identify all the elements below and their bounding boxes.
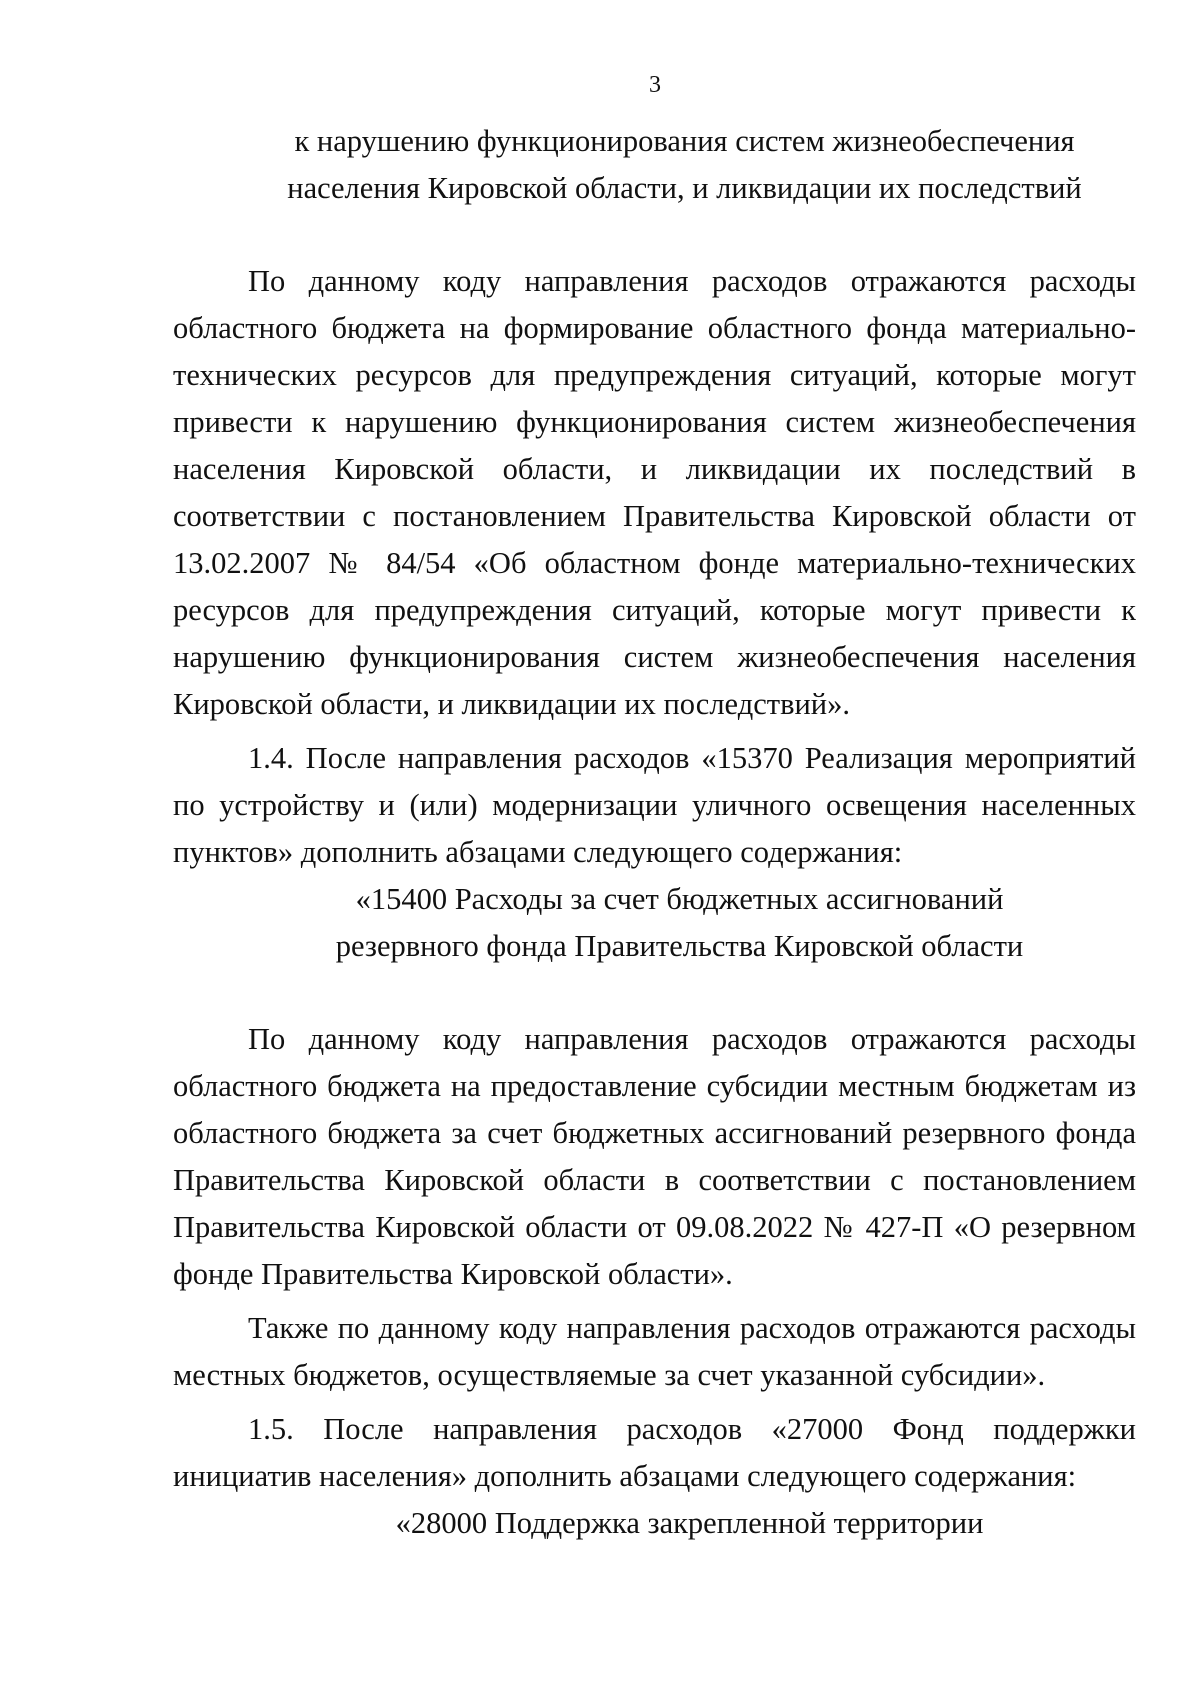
section-heading-line: «15400 Расходы за счет бюджетных ассигнований xyxy=(355,882,1004,916)
document-body xyxy=(173,118,1136,1547)
spacer xyxy=(173,1399,1136,1406)
section-heading-line: резервного фонда Правительства Кировской области xyxy=(335,929,1024,963)
paragraph: Также по данному коду направления расходов отражаются расходы местных бюджетов, осуществляемые за счет указанной субсидии». xyxy=(173,1311,1136,1392)
section-heading-line: «28000 Поддержка закрепленной территории xyxy=(395,1506,984,1540)
section-heading xyxy=(173,1500,1136,1547)
paragraph: По данному коду направления расходов отражаются расходы областного бюджета на предоставление субсидии местным бюджетам из областного бюджета за счет бюджетных ассигнований резервного фонда Правительства Кировской области в соответствии с постановлением Правительства Кировской области от 09.08.2022 № 427-П «О резервном фонде Правительства Кировской области». xyxy=(173,1022,1136,1291)
paragraph: 1.5. После направления расходов «27000 Фонд поддержки инициатив населения» дополнить абзацами следующего содержания: xyxy=(173,1412,1136,1493)
spacer xyxy=(173,728,1136,735)
paragraph: 1.4. После направления расходов «15370 Реализация мероприятий по устройству и (или) модернизации уличного освещения населенных пунктов» дополнить абзацами следующего содержания: xyxy=(173,741,1136,869)
section-heading-line: к нарушению функционирования систем жизнеобеспечения xyxy=(294,124,1075,158)
spacer xyxy=(173,212,1136,258)
spacer xyxy=(173,970,1136,1016)
paragraph: По данному коду направления расходов отражаются расходы областного бюджета на формирование областного фонда материально-технических ресурсов для предупреждения ситуаций, которые могут привести к нарушению функционирования систем жизнеобеспечения населения Кировской области, и ликвидации их последствий в соответствии с постановлением Правительства Кировской области от 13.02.2007 № 84/54 «Об областном фонде материально-технических ресурсов для предупреждения ситуаций, которые могут привести к нарушению функционирования систем жизнеобеспечения населения Кировской области, и ликвидации их последствий». xyxy=(173,264,1136,721)
section-heading xyxy=(173,876,1136,970)
page-number: 3 xyxy=(649,72,661,98)
section-heading xyxy=(173,118,1136,212)
section-heading-line: населения Кировской области, и ликвидации их последствий xyxy=(287,171,1082,205)
spacer xyxy=(173,1298,1136,1305)
